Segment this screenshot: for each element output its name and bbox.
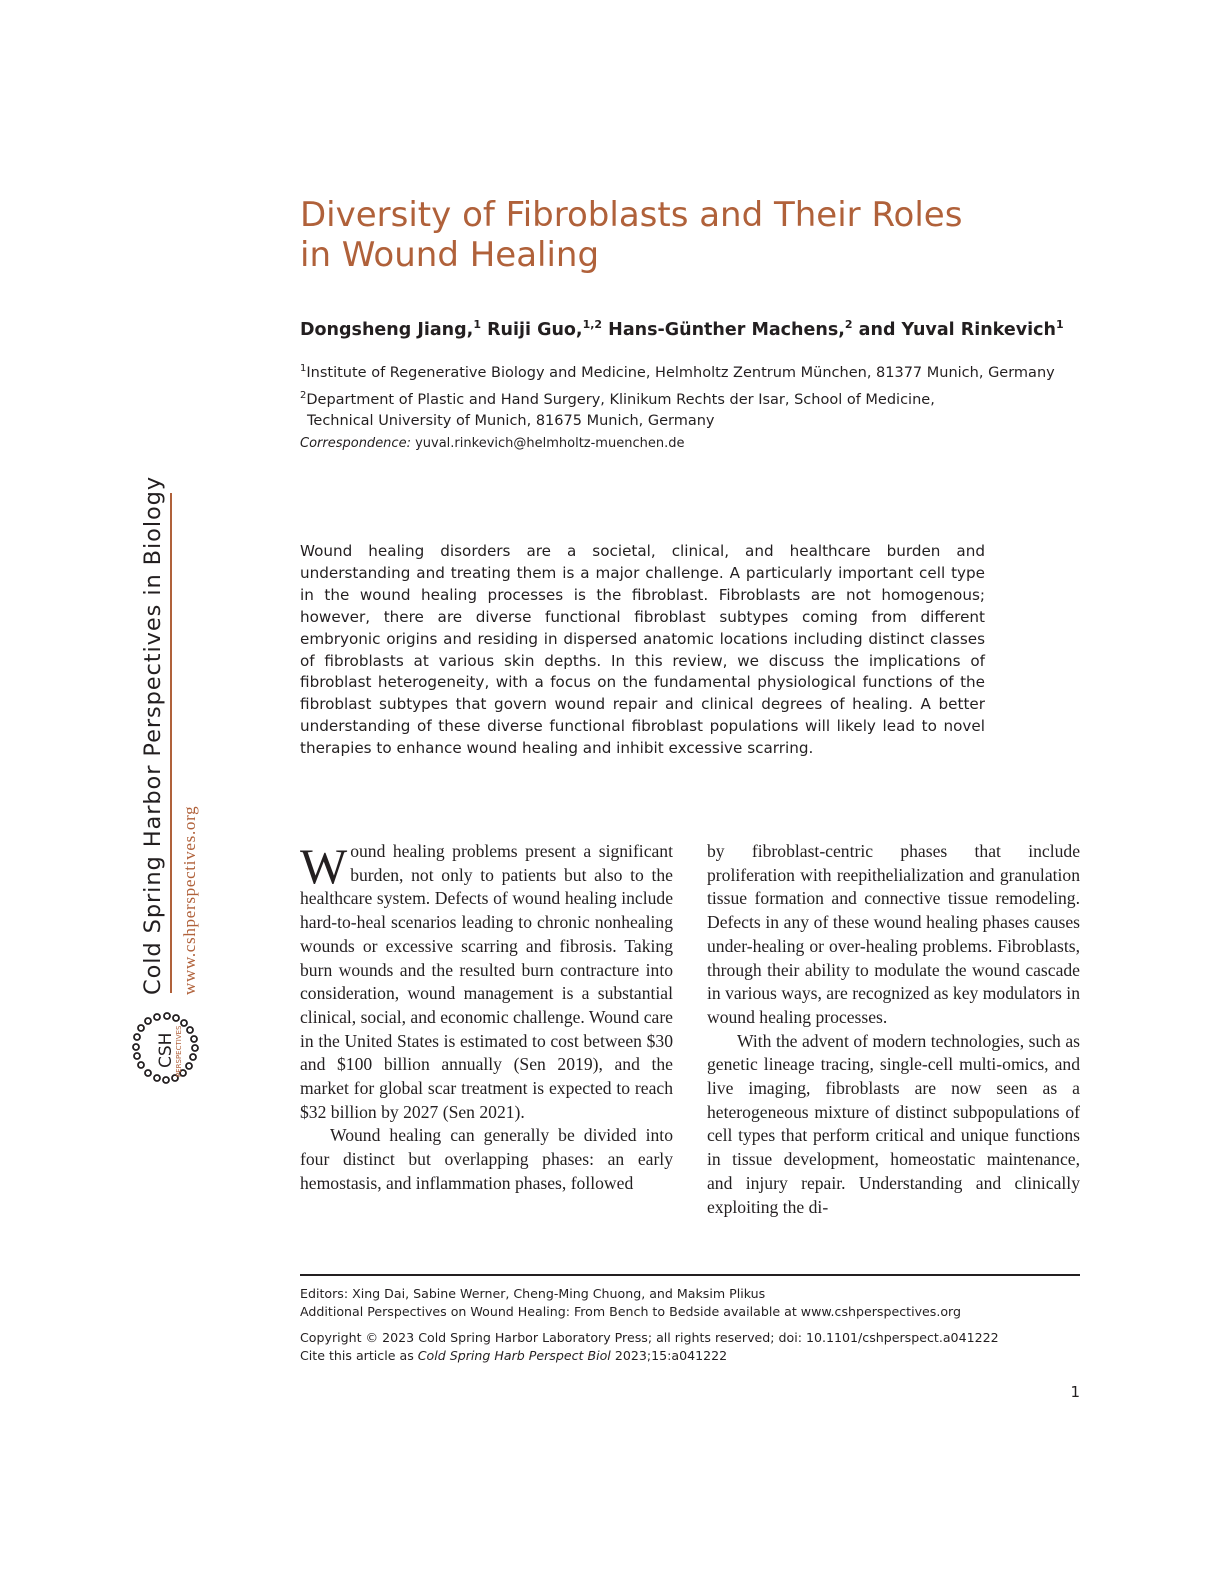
body-paragraph (300, 840, 673, 1124)
affiliation-text: Department of Plastic and Hand Surgery, Klinikum Rechts der Isar, School of Medicine, (306, 391, 935, 408)
footer-additional: Additional Perspectives on Wound Healing: From Bench to Bedside available at www.cshperspectives.org (300, 1304, 961, 1319)
paragraph-text: ound healing problems present a significant burden, not only to patients but also to the healthcare system. Defects of wound healing include hard-to-heal scenarios leading to chronic nonhealing wounds or excessive scarring and fibrosis. Taking burn wounds and the resulted burn contracture into consideration, wound management is a substantial clinical, social, and economic challenge. Wound care in the United States is estimated to cost between $30 and $100 billion annually (Sen 2019), and the market for global scar treatment is expected to reach $32 billion by 2027 (Sen 2021). (300, 841, 673, 1122)
body-column-right (707, 840, 1080, 1219)
affiliation-number: 2 (300, 390, 307, 401)
author-affiliation-mark: 1,2 (582, 318, 603, 331)
logo-text: CSH (156, 1032, 176, 1068)
author-name: and Yuval Rinkevich (858, 319, 1056, 340)
body-paragraph: by fibroblast-centric phases that include proliferation with reepithelialization and granulation tissue formation and connective tissue remodeling. Defects in any of these wound healing phases causes under-healing or over-healing problems. Fibroblasts, through their ability to modulate the wound cascade in various ways, are recognized as key modulators in wound healing processes. (707, 841, 1080, 1027)
abstract: Wound healing disorders are a societal, clinical, and healthcare burden and understanding and treating them is a major challenge. A particularly important cell type in the wound healing processes is the fibroblast. Fibroblasts are not homogenous; however, there are diverse functional fibroblast subtypes coming from different embryonic origins and residing in dispersed anatomic locations including distinct classes of fibroblasts at various skin depths. In this review, we discuss the implications of fibroblast heterogeneity, with a focus on the fundamental physiological functions of the fibroblast subtypes that govern wound repair and clinical degrees of healing. A better understanding of these diverse functional fibroblast populations will likely lead to novel therapies to enhance wound healing and inhibit excessive scarring. (300, 542, 985, 758)
cite-journal: Cold Spring Harb Perspect Biol (417, 1348, 611, 1363)
body-paragraph: With the advent of modern technologies, such as genetic lineage tracing, single-cell multi-omics, and live imaging, fibroblasts are now seen as a heterogeneous mixture of distinct subpopulations of cell types that perform critical and unique functions in tissue development, homeostatic maintenance, and injury repair. Understanding and clinically exploiting the di- (707, 1030, 1080, 1217)
brand-divider (170, 493, 172, 993)
affiliation-text: Technical University of Munich, 81675 Munich, Germany (307, 412, 715, 429)
page-number: 1 (1070, 1383, 1080, 1401)
footer-copyright: Copyright © 2023 Cold Spring Harbor Laboratory Press; all rights reserved; doi: 10.1101/cshperspect.a041222 (300, 1330, 999, 1345)
author-name: Ruiji Guo, (487, 319, 583, 340)
csh-logo (131, 1010, 201, 1085)
article-title (300, 195, 1020, 275)
correspondence (300, 436, 1000, 451)
footer-editors: Editors: Xing Dai, Sabine Werner, Cheng-Ming Chuong, and Maksim Plikus (300, 1286, 766, 1301)
affiliation-2 (300, 385, 1090, 432)
title-line-1: Diversity of Fibroblasts and Their Roles (300, 195, 963, 235)
affiliation-text: Institute of Regenerative Biology and Medicine, Helmholtz Zentrum München, 81377 Munich, Germany (306, 364, 1055, 381)
correspondence-label: Correspondence: (300, 436, 411, 451)
author-name: Dongsheng Jiang, (300, 319, 474, 340)
author-affiliation-mark: 1 (473, 318, 481, 331)
logo-subtext: PERSPECTIVES (175, 1025, 183, 1077)
footer-divider (300, 1274, 1080, 1276)
author-name: Hans-Günther Machens, (608, 319, 845, 340)
correspondence-email[interactable]: yuval.rinkevich@helmholtz-muenchen.de (415, 436, 685, 451)
affiliation-1 (300, 358, 1090, 384)
author-affiliation-mark: 1 (1055, 318, 1064, 331)
body-column-left (300, 840, 673, 1196)
author-affiliation-mark: 2 (844, 318, 853, 331)
title-line-2: in Wound Healing (300, 235, 600, 275)
body-paragraph: Wound healing can generally be divided into four distinct but overlapping phases: an early hemostasis, and inflammation phases, followed (300, 1125, 673, 1193)
journal-url-vertical[interactable]: www.cshperspectives.org (180, 805, 199, 995)
journal-name-vertical: Cold Spring Harbor Perspectives in Biology (140, 475, 166, 995)
author-list (300, 318, 1064, 340)
footer-citation (300, 1347, 1080, 1365)
cite-prefix: Cite this article as (300, 1348, 414, 1363)
drop-cap: W (300, 838, 348, 894)
cite-suffix: 2023;15:a041222 (614, 1348, 728, 1363)
affiliation-number: 1 (300, 363, 307, 374)
